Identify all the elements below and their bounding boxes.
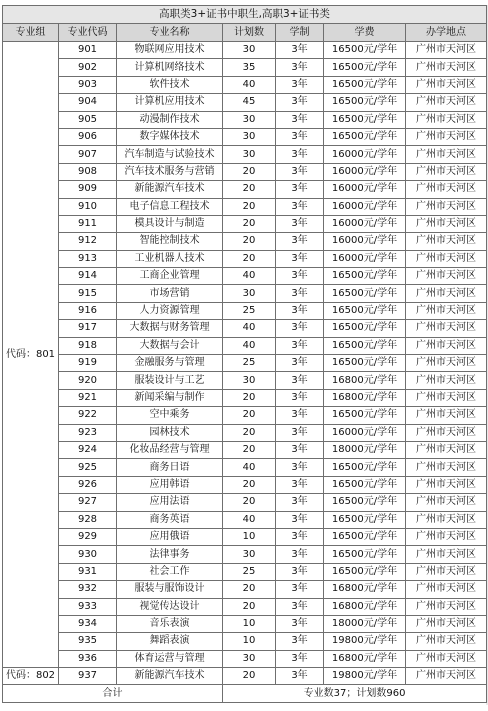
major-name: 舞蹈表演 <box>117 633 223 650</box>
major-name: 应用法语 <box>117 494 223 511</box>
major-code: 929 <box>59 528 117 545</box>
location: 广州市天河区 <box>406 285 487 302</box>
table-row <box>3 320 487 337</box>
plan-count: 20 <box>223 407 276 424</box>
table-row <box>3 372 487 389</box>
major-name: 法律事务 <box>117 546 223 563</box>
plan-count: 40 <box>223 76 276 93</box>
table-row <box>3 441 487 458</box>
tuition: 16500元/学年 <box>324 268 406 285</box>
major-name: 工商企业管理 <box>117 268 223 285</box>
major-code: 930 <box>59 546 117 563</box>
tuition: 16500元/学年 <box>324 111 406 128</box>
major-code: 905 <box>59 111 117 128</box>
major-name: 金融服务与管理 <box>117 355 223 372</box>
header-fee: 学费 <box>324 24 406 42</box>
major-code: 910 <box>59 198 117 215</box>
total-label: 合计 <box>3 685 223 703</box>
tuition: 16000元/学年 <box>324 163 406 180</box>
location: 广州市天河区 <box>406 76 487 93</box>
major-name: 体育运营与管理 <box>117 650 223 667</box>
table-row <box>3 250 487 267</box>
plan-count: 30 <box>223 285 276 302</box>
tuition: 16500元/学年 <box>324 302 406 319</box>
total-summary: 专业数37；计划数960 <box>223 685 487 703</box>
duration: 3年 <box>276 633 324 650</box>
tuition: 16500元/学年 <box>324 476 406 493</box>
major-code: 915 <box>59 285 117 302</box>
tuition: 16500元/学年 <box>324 76 406 93</box>
duration: 3年 <box>276 337 324 354</box>
plan-count: 20 <box>223 581 276 598</box>
tuition: 16500元/学年 <box>324 128 406 145</box>
tuition: 16000元/学年 <box>324 250 406 267</box>
major-name: 化妆品经营与管理 <box>117 441 223 458</box>
duration: 3年 <box>276 668 324 685</box>
table-row <box>3 581 487 598</box>
major-name: 汽车制造与试验技术 <box>117 146 223 163</box>
major-code: 923 <box>59 424 117 441</box>
plan-count: 30 <box>223 42 276 59</box>
tuition: 18000元/学年 <box>324 615 406 632</box>
tuition: 16000元/学年 <box>324 215 406 232</box>
tuition: 16500元/学年 <box>324 563 406 580</box>
major-name: 电子信息工程技术 <box>117 198 223 215</box>
enrollment-sheet <box>2 5 486 703</box>
table-row <box>3 198 487 215</box>
duration: 3年 <box>276 198 324 215</box>
plan-count: 20 <box>223 215 276 232</box>
duration: 3年 <box>276 94 324 111</box>
table-row <box>3 233 487 250</box>
table-row <box>3 215 487 232</box>
location: 广州市天河区 <box>406 181 487 198</box>
duration: 3年 <box>276 546 324 563</box>
duration: 3年 <box>276 581 324 598</box>
table-row <box>3 407 487 424</box>
location: 广州市天河区 <box>406 42 487 59</box>
location: 广州市天河区 <box>406 424 487 441</box>
table-row <box>3 163 487 180</box>
plan-count: 25 <box>223 302 276 319</box>
plan-count: 20 <box>223 441 276 458</box>
major-code: 919 <box>59 355 117 372</box>
duration: 3年 <box>276 181 324 198</box>
location: 广州市天河区 <box>406 389 487 406</box>
major-code: 914 <box>59 268 117 285</box>
major-name: 市场营销 <box>117 285 223 302</box>
location: 广州市天河区 <box>406 250 487 267</box>
major-name: 模具设计与制造 <box>117 215 223 232</box>
table-row <box>3 181 487 198</box>
duration: 3年 <box>276 511 324 528</box>
table-row <box>3 459 487 476</box>
table-row <box>3 650 487 667</box>
tuition: 16500元/学年 <box>324 94 406 111</box>
duration: 3年 <box>276 76 324 93</box>
location: 广州市天河区 <box>406 615 487 632</box>
tuition: 16500元/学年 <box>324 511 406 528</box>
header-code: 专业代码 <box>59 24 117 42</box>
major-code: 916 <box>59 302 117 319</box>
major-code: 931 <box>59 563 117 580</box>
plan-count: 30 <box>223 128 276 145</box>
location: 广州市天河区 <box>406 407 487 424</box>
tuition: 16800元/学年 <box>324 650 406 667</box>
location: 广州市天河区 <box>406 128 487 145</box>
duration: 3年 <box>276 128 324 145</box>
table-row <box>3 302 487 319</box>
major-code: 902 <box>59 59 117 76</box>
duration: 3年 <box>276 268 324 285</box>
plan-count: 20 <box>223 494 276 511</box>
table-row <box>3 598 487 615</box>
location: 广州市天河区 <box>406 268 487 285</box>
location: 广州市天河区 <box>406 198 487 215</box>
location: 广州市天河区 <box>406 494 487 511</box>
plan-count: 10 <box>223 633 276 650</box>
duration: 3年 <box>276 111 324 128</box>
major-code: 909 <box>59 181 117 198</box>
tuition: 16500元/学年 <box>324 494 406 511</box>
major-name: 人力资源管理 <box>117 302 223 319</box>
plan-count: 40 <box>223 268 276 285</box>
table-title-row <box>3 6 487 24</box>
duration: 3年 <box>276 563 324 580</box>
duration: 3年 <box>276 59 324 76</box>
major-code: 913 <box>59 250 117 267</box>
table-row <box>3 615 487 632</box>
duration: 3年 <box>276 598 324 615</box>
tuition: 16800元/学年 <box>324 581 406 598</box>
duration: 3年 <box>276 494 324 511</box>
plan-count: 45 <box>223 94 276 111</box>
duration: 3年 <box>276 146 324 163</box>
table-row <box>3 111 487 128</box>
major-name: 音乐表演 <box>117 615 223 632</box>
location: 广州市天河区 <box>406 215 487 232</box>
plan-count: 20 <box>223 163 276 180</box>
duration: 3年 <box>276 407 324 424</box>
major-code: 908 <box>59 163 117 180</box>
location: 广州市天河区 <box>406 563 487 580</box>
major-name: 动漫制作技术 <box>117 111 223 128</box>
major-name: 服装设计与工艺 <box>117 372 223 389</box>
table-body <box>3 42 487 685</box>
major-name: 软件技术 <box>117 76 223 93</box>
tuition: 16000元/学年 <box>324 198 406 215</box>
location: 广州市天河区 <box>406 320 487 337</box>
major-name: 园林技术 <box>117 424 223 441</box>
header-group: 专业组 <box>3 24 59 42</box>
tuition: 16000元/学年 <box>324 233 406 250</box>
total-row <box>3 685 487 703</box>
tuition: 16500元/学年 <box>324 459 406 476</box>
location: 广州市天河区 <box>406 476 487 493</box>
header-plan: 计划数 <box>223 24 276 42</box>
duration: 3年 <box>276 476 324 493</box>
location: 广州市天河区 <box>406 668 487 685</box>
header-duration: 学制 <box>276 24 324 42</box>
major-code: 925 <box>59 459 117 476</box>
tuition: 16500元/学年 <box>324 546 406 563</box>
tuition: 16800元/学年 <box>324 598 406 615</box>
major-code: 937 <box>59 668 117 685</box>
major-name: 计算机应用技术 <box>117 94 223 111</box>
tuition: 16500元/学年 <box>324 528 406 545</box>
group-code-cell: 代码：801 <box>3 42 59 668</box>
plan-count: 25 <box>223 355 276 372</box>
major-name: 新能源汽车技术 <box>117 181 223 198</box>
table-row <box>3 355 487 372</box>
location: 广州市天河区 <box>406 111 487 128</box>
plan-count: 20 <box>223 476 276 493</box>
table-row <box>3 285 487 302</box>
location: 广州市天河区 <box>406 598 487 615</box>
location: 广州市天河区 <box>406 372 487 389</box>
plan-count: 10 <box>223 615 276 632</box>
location: 广州市天河区 <box>406 441 487 458</box>
duration: 3年 <box>276 355 324 372</box>
major-code: 903 <box>59 76 117 93</box>
major-name: 数字媒体技术 <box>117 128 223 145</box>
major-code: 935 <box>59 633 117 650</box>
major-code: 904 <box>59 94 117 111</box>
table-row <box>3 42 487 59</box>
table-row <box>3 563 487 580</box>
major-name: 新闻采编与制作 <box>117 389 223 406</box>
major-name: 商务日语 <box>117 459 223 476</box>
major-name: 视觉传达设计 <box>117 598 223 615</box>
location: 广州市天河区 <box>406 94 487 111</box>
duration: 3年 <box>276 459 324 476</box>
major-code: 901 <box>59 42 117 59</box>
duration: 3年 <box>276 615 324 632</box>
location: 广州市天河区 <box>406 302 487 319</box>
table-row <box>3 146 487 163</box>
plan-count: 20 <box>223 668 276 685</box>
location: 广州市天河区 <box>406 546 487 563</box>
major-code: 934 <box>59 615 117 632</box>
tuition: 16500元/学年 <box>324 355 406 372</box>
major-code: 918 <box>59 337 117 354</box>
table-row <box>3 494 487 511</box>
duration: 3年 <box>276 215 324 232</box>
major-name: 智能控制技术 <box>117 233 223 250</box>
location: 广州市天河区 <box>406 146 487 163</box>
major-name: 计算机网络技术 <box>117 59 223 76</box>
tuition: 16500元/学年 <box>324 337 406 354</box>
table-row <box>3 94 487 111</box>
group-code-cell: 代码：802 <box>3 668 59 685</box>
major-name: 商务英语 <box>117 511 223 528</box>
location: 广州市天河区 <box>406 59 487 76</box>
location: 广州市天河区 <box>406 650 487 667</box>
table-row <box>3 633 487 650</box>
tuition: 16800元/学年 <box>324 372 406 389</box>
duration: 3年 <box>276 233 324 250</box>
plan-count: 30 <box>223 372 276 389</box>
major-code: 907 <box>59 146 117 163</box>
duration: 3年 <box>276 372 324 389</box>
table-row <box>3 337 487 354</box>
major-name: 汽车技术服务与营销 <box>117 163 223 180</box>
plan-count: 20 <box>223 424 276 441</box>
major-name: 大数据与财务管理 <box>117 320 223 337</box>
table-row <box>3 59 487 76</box>
location: 广州市天河区 <box>406 528 487 545</box>
location: 广州市天河区 <box>406 633 487 650</box>
major-name: 应用韩语 <box>117 476 223 493</box>
plan-count: 35 <box>223 59 276 76</box>
plan-count: 40 <box>223 511 276 528</box>
major-name: 工业机器人技术 <box>117 250 223 267</box>
table-header-row <box>3 24 487 42</box>
tuition: 19800元/学年 <box>324 633 406 650</box>
table-row <box>3 668 487 685</box>
duration: 3年 <box>276 320 324 337</box>
plan-count: 20 <box>223 250 276 267</box>
plan-count: 40 <box>223 337 276 354</box>
plan-count: 30 <box>223 650 276 667</box>
location: 广州市天河区 <box>406 337 487 354</box>
table-row <box>3 424 487 441</box>
table-row <box>3 511 487 528</box>
tuition: 16500元/学年 <box>324 59 406 76</box>
plan-count: 10 <box>223 528 276 545</box>
tuition: 16000元/学年 <box>324 181 406 198</box>
major-name: 社会工作 <box>117 563 223 580</box>
major-code: 932 <box>59 581 117 598</box>
tuition: 16500元/学年 <box>324 407 406 424</box>
major-code: 933 <box>59 598 117 615</box>
table-row <box>3 128 487 145</box>
tuition: 16500元/学年 <box>324 42 406 59</box>
tuition: 16800元/学年 <box>324 389 406 406</box>
table-row <box>3 389 487 406</box>
plan-count: 30 <box>223 146 276 163</box>
location: 广州市天河区 <box>406 163 487 180</box>
plan-count: 20 <box>223 389 276 406</box>
plan-count: 20 <box>223 198 276 215</box>
major-code: 912 <box>59 233 117 250</box>
plan-count: 30 <box>223 111 276 128</box>
major-name: 空中乘务 <box>117 407 223 424</box>
tuition: 18000元/学年 <box>324 441 406 458</box>
location: 广州市天河区 <box>406 233 487 250</box>
duration: 3年 <box>276 389 324 406</box>
major-code: 920 <box>59 372 117 389</box>
major-code: 906 <box>59 128 117 145</box>
tuition: 19800元/学年 <box>324 668 406 685</box>
major-code: 911 <box>59 215 117 232</box>
duration: 3年 <box>276 528 324 545</box>
major-code: 928 <box>59 511 117 528</box>
major-code: 922 <box>59 407 117 424</box>
table-row <box>3 546 487 563</box>
location: 广州市天河区 <box>406 355 487 372</box>
duration: 3年 <box>276 424 324 441</box>
table-row <box>3 476 487 493</box>
table-row <box>3 76 487 93</box>
major-code: 917 <box>59 320 117 337</box>
header-name: 专业名称 <box>117 24 223 42</box>
duration: 3年 <box>276 441 324 458</box>
tuition: 16000元/学年 <box>324 424 406 441</box>
tuition: 16500元/学年 <box>324 285 406 302</box>
duration: 3年 <box>276 285 324 302</box>
table-title: 高职类3+证书中职生,高职3+证书类 <box>3 6 487 24</box>
major-code: 924 <box>59 441 117 458</box>
tuition: 16000元/学年 <box>324 146 406 163</box>
table-row <box>3 268 487 285</box>
major-name: 大数据与会计 <box>117 337 223 354</box>
major-code: 927 <box>59 494 117 511</box>
plan-count: 30 <box>223 546 276 563</box>
enrollment-table <box>2 5 487 703</box>
plan-count: 40 <box>223 320 276 337</box>
location: 广州市天河区 <box>406 581 487 598</box>
table-row <box>3 528 487 545</box>
tuition: 16500元/学年 <box>324 320 406 337</box>
header-location: 办学地点 <box>406 24 487 42</box>
plan-count: 25 <box>223 563 276 580</box>
major-code: 926 <box>59 476 117 493</box>
duration: 3年 <box>276 250 324 267</box>
duration: 3年 <box>276 650 324 667</box>
plan-count: 20 <box>223 181 276 198</box>
duration: 3年 <box>276 163 324 180</box>
plan-count: 40 <box>223 459 276 476</box>
location: 广州市天河区 <box>406 459 487 476</box>
major-code: 936 <box>59 650 117 667</box>
location: 广州市天河区 <box>406 511 487 528</box>
major-code: 921 <box>59 389 117 406</box>
major-name: 服装与服饰设计 <box>117 581 223 598</box>
major-name: 物联网应用技术 <box>117 42 223 59</box>
major-name: 应用俄语 <box>117 528 223 545</box>
duration: 3年 <box>276 42 324 59</box>
major-name: 新能源汽车技术 <box>117 668 223 685</box>
duration: 3年 <box>276 302 324 319</box>
plan-count: 20 <box>223 598 276 615</box>
plan-count: 20 <box>223 233 276 250</box>
